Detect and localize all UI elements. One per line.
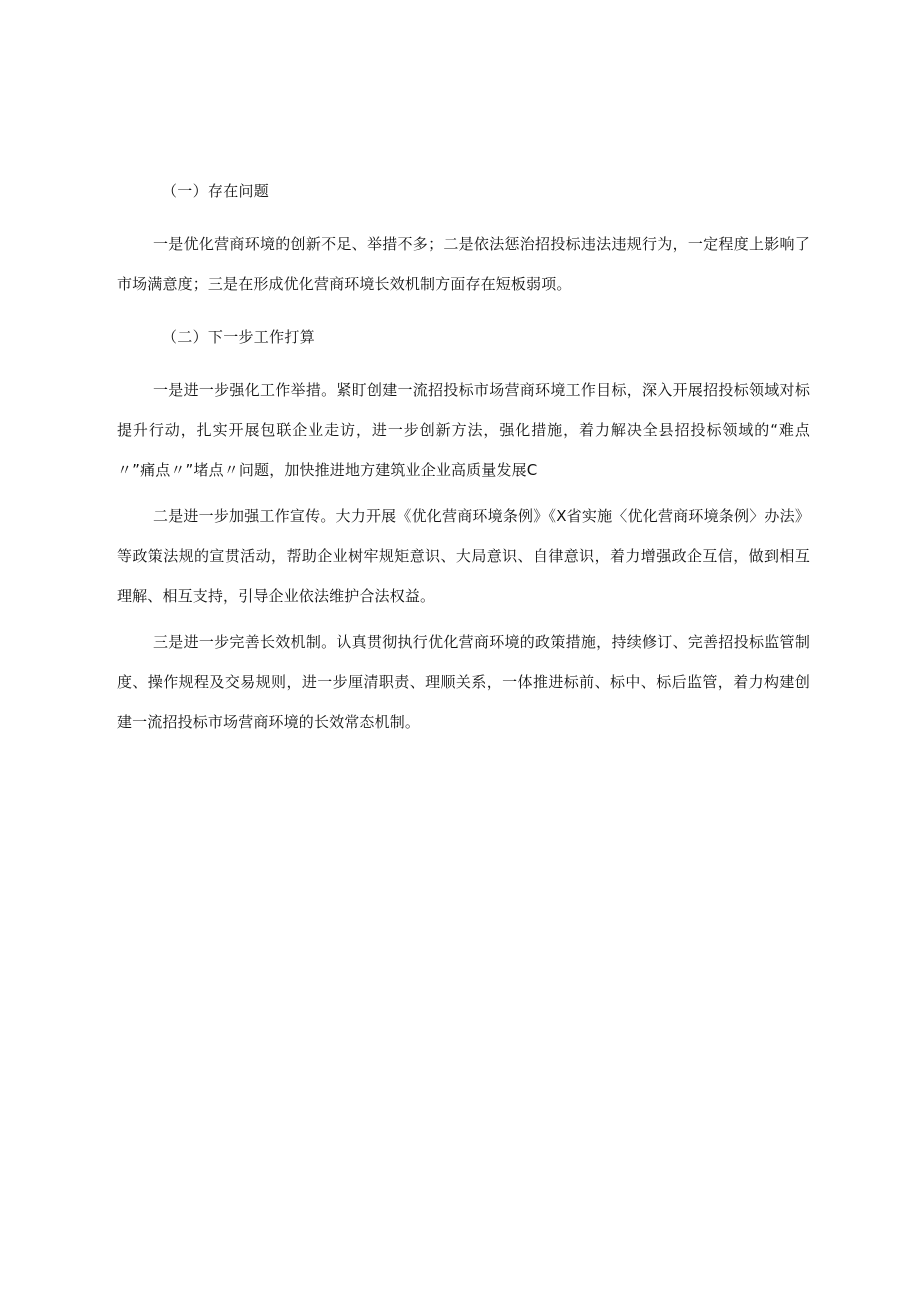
paragraph-strengthen-measures: 一是进一步强化工作举措。紧盯创建一流招投标市场营商环境工作目标，深入开展招投标领域对标提升行动，扎实开展包联企业走访，进一步创新方法，强化措施，着力解决全县招投标领域的“难点〃”痛点〃”堵点〃问题，加快推进地方建筑业企业高质量发展C [117, 381, 810, 479]
paragraph-improve-mechanism: 三是进一步完善长效机制。认真贯彻执行优化营商环境的政策措施，持续修订、完善招投标监管制度、操作规程及交易规则，进一步厘清职责、理顺关系，一体推进标前、标中、标后监管，着力构建创建一流招投标市场营商环境的长效常态机制。 [117, 633, 810, 731]
section-heading-next-steps: （二）下一步工作打算 [162, 328, 316, 346]
section-heading-problems: （一）存在问题 [162, 182, 270, 200]
paragraph-strengthen-publicity: 二是进一步加强工作宣传。大力开展《优化营商环境条例》《X省实施〈优化营商环境条例〉办法》等政策法规的宣贯活动，帮助企业树牢规矩意识、大局意识、自律意识，着力增强政企互信，做到相互理解、相互支持，引导企业依法维护合法权益。 [117, 507, 810, 605]
document-body [117, 176, 810, 742]
paragraph-problems: 一是优化营商环境的创新不足、举措不多；二是依法惩治招投标违法违规行为，一定程度上影响了市场满意度；三是在形成优化营商环境长效机制方面存在短板弱项。 [117, 235, 810, 293]
